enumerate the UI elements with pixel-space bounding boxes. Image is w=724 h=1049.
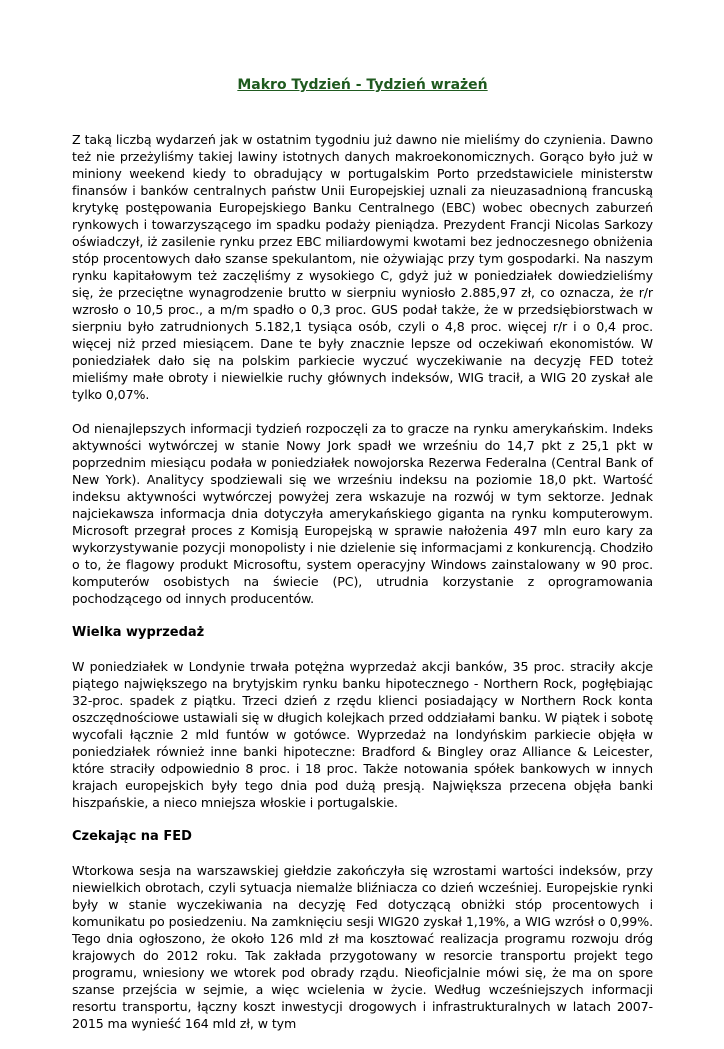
section-paragraph-wielka-wyprzedaz: W poniedziałek w Londynie trwała potężna wyprzedaż akcji banków, 35 proc. straciły akcje piątego największego na brytyjskim rynku banku hipotecznego - Northern Rock, pogłębiając 32-proc. spadek z piątku. Trzeci dzień z rzędu klienci posiadający w Northern Rock konta oszczędnościowe ustawiali się w długich kolejkach przed oddziałami banku. W piątek i sobotę wycofali łącznie 2 mld funtów w gotówce. Wyprzedaż na londyńskim parkiecie objęła w poniedziałek również inne banki hipoteczne: Bradford & Bingley oraz Alliance & Leicester, które straciły odpowiednio 8 proc. i 18 proc. Także notowania spółek bankowych w innych krajach europejskich były tego dnia pod dużą presją. Największa przecena objęła banki hiszpańskie, a nieco mniejsza włoskie i portugalskie. (72, 659, 653, 810)
section-paragraph-czekajac-na-fed: Wtorkowa sesja na warszawskiej giełdzie zakończyła się wzrostami wartości indeksów, przy niewielkich obrotach, czyli sytuacja niemalże bliźniacza co dzień wcześniej. Europejskie rynki były w stanie wyczekiwania na decyzję Fed dotyczącą obniżki stóp procentowych i komunikatu po posiedzeniu. Na zamknięciu sesji WIG20 zyskał 1,19%, a WIG wzrósł o 0,99%. Tego dnia ogłoszono, że około 126 mld zł ma kosztować realizacja programu rozwoju dróg krajowych do 2012 roku. Tak zakłada przygotowany w resorcie transportu projekt tego programu, wniesiony we wtorek pod obrady rządu. Nieoficjalnie mówi się, że ma on spore szanse przejścia w sejmie, a więc wcielenia w życie. Według wcześniejszych informacji resortu transportu, łączny koszt inwestycji drogowych i infrastrukturalnych w latach 2007- 2015 ma wynieść 164 mld zł, w tym (72, 863, 653, 1031)
second-paragraph: Od nienajlepszych informacji tydzień rozpoczęli za to gracze na rynku amerykańskim. Indeks aktywności wytwórczej w stanie Nowy Jork spadł we wrześniu do 14,7 pkt z 25,1 pkt w poprzednim miesiącu podała w poniedziałek nowojorska Rezerwa Federalna (Central Bank of New York). Analitycy spodziewali się we wrześniu indeksu na poziomie 18,0 pkt. Wartość indeksu aktywności wytwórczej powyżej zera wskazuje na rozwój w tym sektorze. Jednak najciekawsza informacja dnia dotyczyła amerykańskiego giganta na rynku komputerowym. Microsoft przegrał proces z Komisją Europejską w sprawie nałożenia 497 mln euro kary za wykorzystywanie pozycji monopolisty i nie dzielenie się informacjami z konkurencją. Chodziło o to, że flagowy produkt Microsoftu, system operacyjny Windows zainstalowany w 90 proc. komputerów osobistych na świecie (PC), utrudnia korzystanie z oprogramowania pochodzącego od innych producentów. (72, 421, 653, 606)
section-heading-wielka-wyprzedaz: Wielka wyprzedaż (72, 625, 205, 640)
document-page (72, 75, 653, 1049)
document-title: Makro Tydzień - Tydzień wrażeń (237, 77, 488, 93)
intro-paragraph: Z taką liczbą wydarzeń jak w ostatnim tygodniu już dawno nie mieliśmy do czynienia. Dawno też nie przeżyliśmy takiej lawiny istotnych danych makroekonomicznych. Gorąco było już w miniony weekend kiedy to obradujący w portugalskim Porto przedstawiciele ministerstw finansów i banków centralnych państw Unii Europejskiej uznali za nieuzasadnioną francuską krytykę postępowania Europejskiego Banku Centralnego (EBC) wobec obecnych zaburzeń rynkowych i towarzyszącego im spadku podaży pieniądza. Prezydent Francji Nicolas Sarkozy oświadczył, iż zasilenie rynku przez EBC miliardowymi kwotami bez jednoczesnego obniżenia stóp procentowych dało szanse spekulantom, nie ożywiając przy tym gospodarki. Na naszym rynku kapitałowym też zaczęliśmy z wysokiego C, gdyż już w poniedziałek dowiedzieliśmy się, że przeciętne wynagrodzenie brutto w sierpniu wyniosło 2.885,97 zł, co oznacza, że r/r wzrosło o 10,5 proc., a m/m spadło o 0,3 proc. GUS podał także, że w przedsiębiorstwach w sierpniu było zatrudnionych 5.182,1 tysiąca osób, czyli o 4,8 proc. więcej r/r i o 0,4 proc. więcej niż przed miesiącem. Dane te były znacznie lepsze od oczekiwań ekonomistów. W poniedziałek dało się na polskim parkiecie wyczuć wyczekiwanie na decyzję FED toteż mieliśmy małe obroty i niewielkie ruchy głównych indeksów, WIG tracił, a WIG 20 zyskał ale tylko 0,07%. (72, 132, 653, 402)
section-heading-czekajac-na-fed: Czekając na FED (72, 829, 192, 844)
